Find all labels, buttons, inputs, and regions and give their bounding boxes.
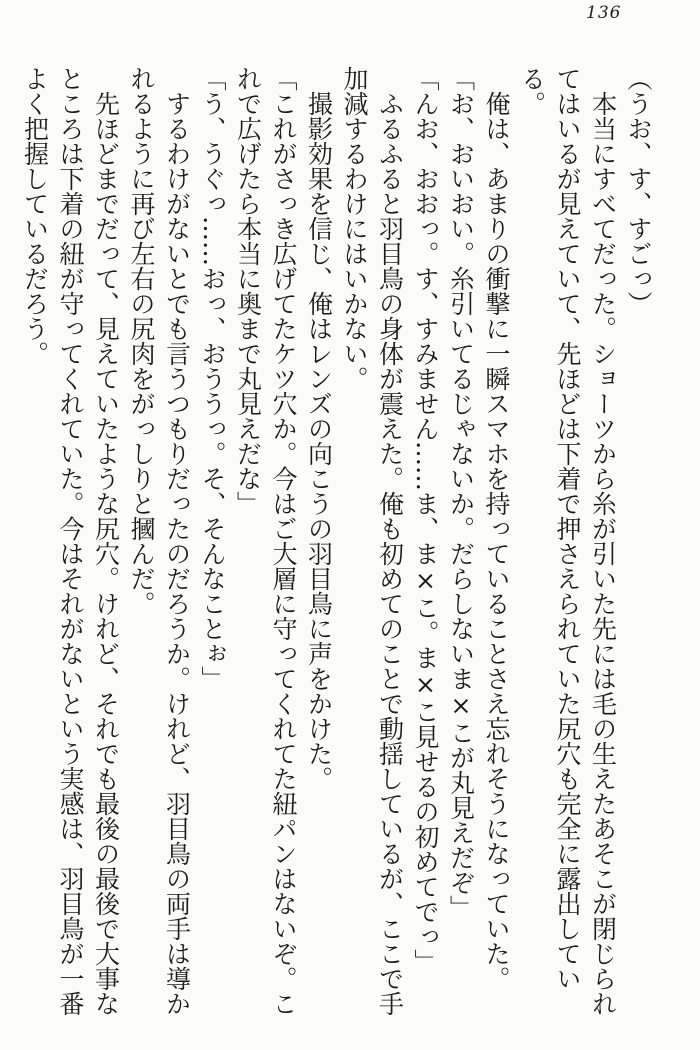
paragraph-narration: するわけがないとでも言うつもりだったのだろうか。けれど、羽目鳥の両手は導かれるように再び左右の尻肉をがっしりと摑んだ。 bbox=[127, 66, 192, 1016]
paragraph-dialogue: 「お、おいおい。糸引いてるじゃないか。だらしないま×こが丸見えだぞ」 bbox=[446, 66, 476, 920]
book-text-body bbox=[20, 66, 656, 1016]
paragraph-dialogue: 「う、うぐっ……おっ、おううっ。そ、そんなことぉ」 bbox=[198, 66, 227, 691]
paragraph-dialogue: 「これがさっき広げてたケツ穴か。今はご大層に守ってくれてた紐パンはないぞ。これで広げたら本当に奥まで丸見えだな」 bbox=[233, 66, 298, 1016]
paragraph-dialogue: 「んお、おおっ。す、すみません……ま、ま×こ。ま×こ見せるの初めてでっ」 bbox=[411, 66, 440, 974]
paragraph-narration: 先ほどまでだって、見えていたような尻穴。けれど、それでも最後の最後で大事なところは下着の紐が守ってくれていた。今はそれがないという実感は、羽目鳥が一番よく把握しているだろう。 bbox=[20, 66, 121, 1016]
paragraph-narration: 俺は、あまりの衝撃に一瞬スマホを持っていることさえ忘れそうになっていた。 bbox=[482, 91, 511, 991]
paragraph-narration: ふるふると羽目鳥の身体が震えた。俺も初めてのことで動揺しているが、ここで手加減するわけにはいかない。 bbox=[340, 66, 405, 1016]
page-number: 136 bbox=[586, 3, 622, 23]
paragraph-narration: 撮影効果を信じ、俺はレンズの向こうの羽目鳥に声をかけた。 bbox=[304, 91, 334, 791]
paragraph-thought: （うお、す、すごっ） bbox=[624, 66, 653, 316]
paragraph-narration: 本当にすべてだった。ショーツから糸が引いた先には毛の生えたあそこが閉じられてはいるが見えていて、先ほどは下着で押さえられていた尻穴も完全に露出している。 bbox=[517, 66, 618, 1016]
